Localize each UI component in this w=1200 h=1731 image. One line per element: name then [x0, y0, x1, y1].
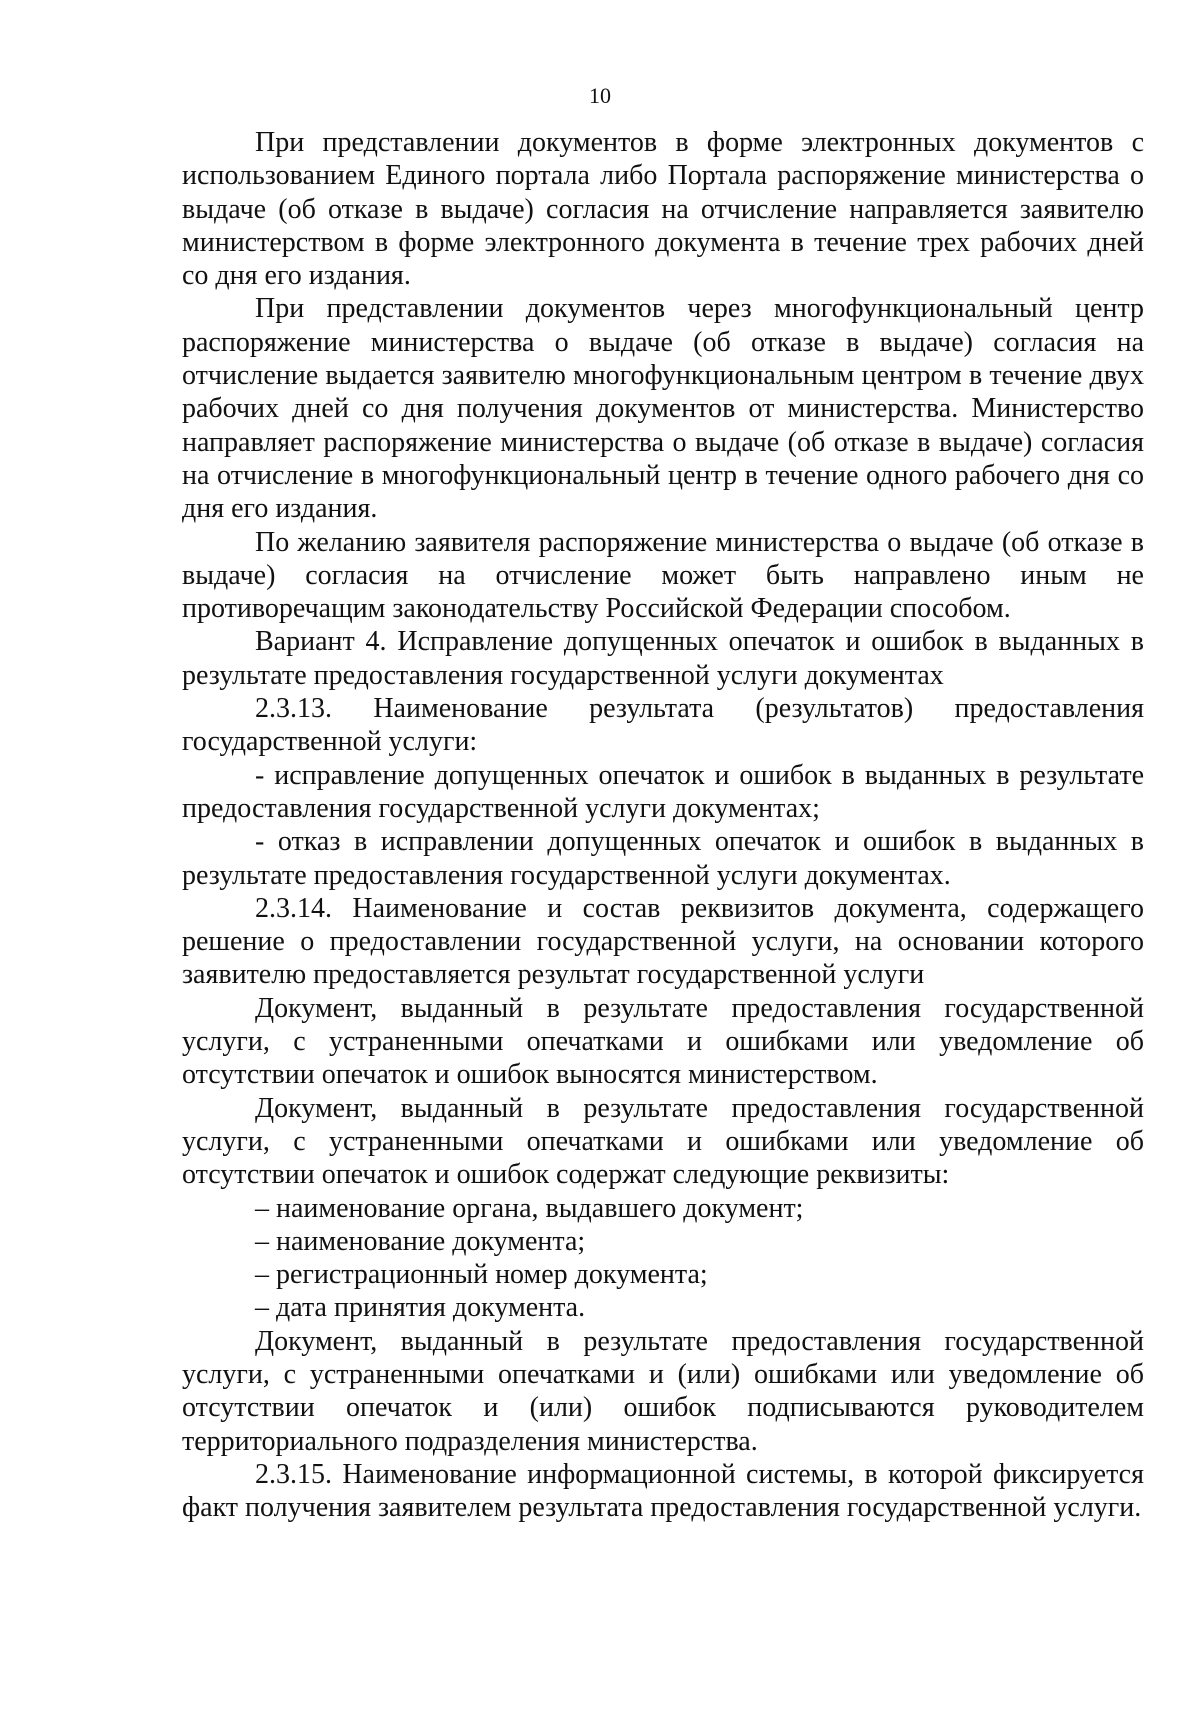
- list-item-registration-number: – регистрационный номер документа;: [255, 1259, 708, 1291]
- paragraph-variant-4-heading: Вариант 4. Исправление допущенных опечаток и ошибок в выданных в результате предоставления государственной услуги документах: [182, 626, 1144, 691]
- paragraph-section-2-3-14: 2.3.14. Наименование и состав реквизитов документа, содержащего решение о предоставлении государственной услуги, на основании которого заявителю предоставляется результат государственной услуги: [182, 892, 1144, 991]
- document-body: [182, 126, 1144, 1524]
- list-item-document-name: – наименование документа;: [255, 1225, 586, 1257]
- paragraph-document-requisites: Документ, выданный в результате предоставления государственной услуги, с устраненными опечатками и ошибками или уведомление об отсутствии опечаток и ошибок содержат следующие реквизиты:: [182, 1092, 1144, 1191]
- paragraph-section-2-3-15: 2.3.15. Наименование информационной системы, в которой фиксируется факт получения заявителем результата предоставления государственной услуги.: [182, 1458, 1144, 1524]
- paragraph-section-2-3-13: 2.3.13. Наименование результата (результатов) предоставления государственной услуги:: [182, 693, 1144, 758]
- page-number: 10: [589, 83, 611, 108]
- paragraph-signature: Документ, выданный в результате предоставления государственной услуги, с устраненными опечатками и (или) ошибками или уведомление об отсутствии опечаток и (или) ошибок подписываются руководителем территориального подразделения министерства.: [182, 1325, 1144, 1457]
- list-item-adoption-date: – дата принятия документа.: [255, 1292, 586, 1324]
- paragraph-mfc-delivery: При представлении документов через многофункциональный центр распоряжение министерства о выдаче (об отказе в выдаче) согласия на отчисление выдается заявителю многофункциональным центром в течение двух рабочих дней со дня получения документов от министерства. Министерство направляет распоряжение министерства о выдаче (об отказе в выдаче) согласия на отчисление в многофункциональный центр в течение одного рабочего дня со дня его издания.: [182, 293, 1144, 525]
- list-item-issuing-body: – наименование органа, выдавшего документ;: [255, 1192, 804, 1224]
- list-item-correction: - исправление допущенных опечаток и ошибок в выданных в результате предоставления государственной услуги документах;: [182, 759, 1144, 824]
- list-item-refusal: - отказ в исправлении допущенных опечаток и ошибок в выданных в результате предоставления государственной услуги документах.: [182, 826, 1144, 891]
- paragraph-electronic-delivery: При представлении документов в форме электронных документов с использованием Единого портала либо Портала распоряжение министерства о выдаче (об отказе в выдаче) согласия на отчисление направляется заявителю министерством в форме электронного документа в течение трех рабочих дней со дня его издания.: [182, 127, 1144, 292]
- paragraph-other-method: По желанию заявителя распоряжение министерства о выдаче (об отказе в выдаче) согласия на отчисление может быть направлено иным не противоречащим законодательству Российской Федерации способом.: [182, 526, 1144, 625]
- paragraph-document-issued: Документ, выданный в результате предоставления государственной услуги, с устраненными опечатками и ошибками или уведомление об отсутствии опечаток и ошибок выносятся министерством.: [182, 992, 1144, 1091]
